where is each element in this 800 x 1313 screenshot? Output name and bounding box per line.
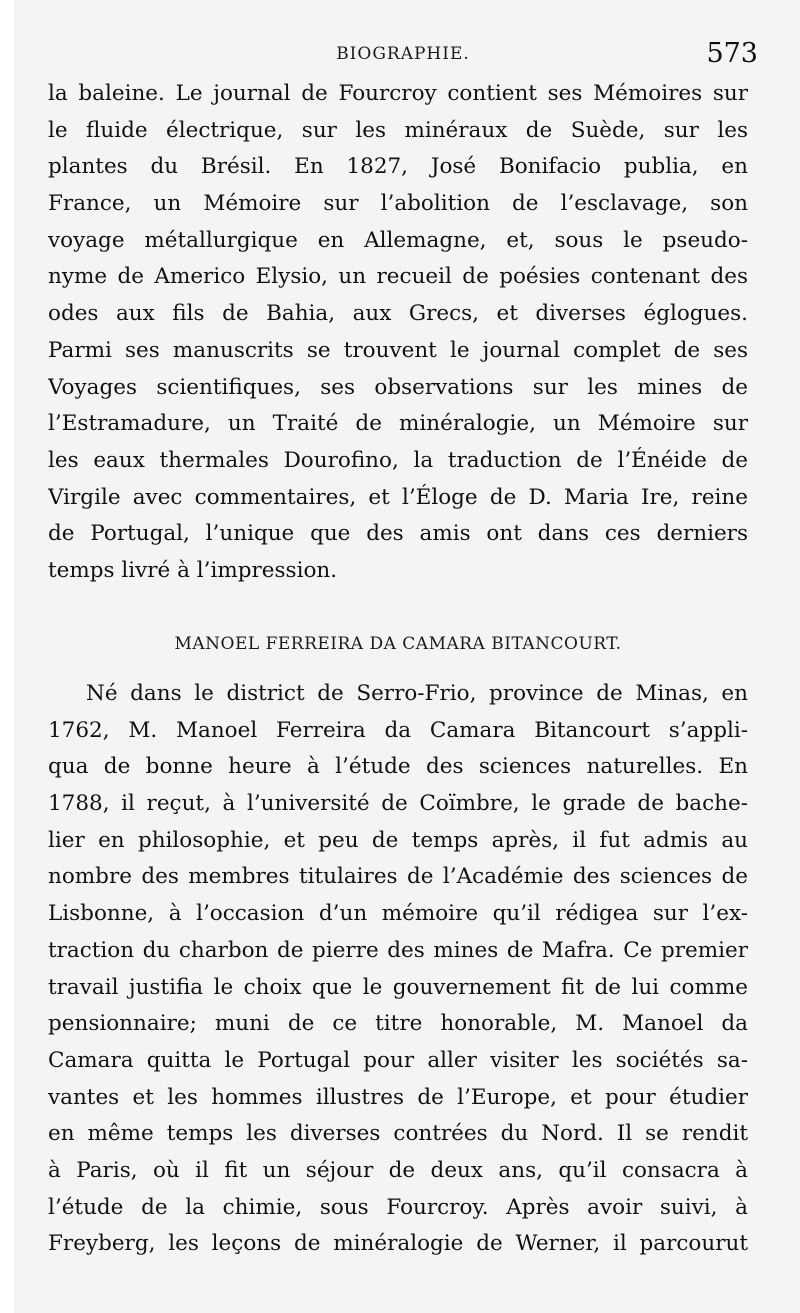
- text-line: vantes et les hommes illustres de l’Europe, et pour étudier: [48, 1084, 748, 1110]
- text-line: traction du charbon de pierre des mines de Mafra. Ce premier: [48, 937, 748, 963]
- text-line: Parmi ses manuscrits se trouvent le journal complet de ses: [48, 337, 748, 363]
- text-line: Virgile avec commentaires, et l’Éloge de D. Maria Ire, reine: [48, 484, 748, 510]
- running-title: BIOGRAPHIE.: [336, 44, 470, 64]
- text-line: pensionnaire; muni de ce titre honorable, M. Manoel da: [48, 1011, 748, 1037]
- text-line: temps livré à l’impression.: [48, 557, 338, 583]
- text-line: l’Estramadure, un Traité de minéralogie, un Mémoire sur: [48, 411, 748, 437]
- text-line: Voyages scientifiques, ses observations sur les mines de: [48, 374, 748, 400]
- text-line: 1788, il reçut, à l’université de Coïmbre, le grade de bache-: [48, 791, 748, 817]
- text-line: la baleine. Le journal de Fourcroy contient ses Mémoires sur: [48, 81, 748, 106]
- paragraph-jose-bonifacio: [48, 76, 748, 590]
- text-line: lier en philosophie, et peu de temps après, il fut admis au: [48, 827, 748, 853]
- page-number: 573: [706, 38, 758, 69]
- text-line: France, un Mémoire sur l’abolition de l’esclavage, son: [48, 191, 748, 217]
- text-line: Né dans le district de Serro-Frio, province de Minas, en: [86, 681, 748, 706]
- page-header: [48, 38, 758, 78]
- text-line: qua de bonne heure à l’étude des sciences naturelles. En: [48, 754, 748, 780]
- text-line: de Portugal, l’unique que des amis ont dans ces derniers: [48, 521, 748, 547]
- paragraph-manoel-ferreira: [48, 676, 748, 1263]
- text-line: 1762, M. Manoel Ferreira da Camara Bitancourt s’appli-: [48, 717, 748, 743]
- text-line: Freyberg, les leçons de minéralogie de Werner, il parcourut: [48, 1231, 748, 1257]
- text-line: Camara quitta le Portugal pour aller visiter les sociétés sa-: [48, 1047, 748, 1073]
- text-line: à Paris, où il fit un séjour de deux ans, qu’il consacra à: [48, 1157, 748, 1183]
- text-line: travail justifia le choix que le gouvernement fit de lui comme: [48, 974, 748, 1000]
- section-heading: MANOEL FERREIRA DA CAMARA BITANCOURT.: [174, 634, 622, 654]
- text-line: voyage métallurgique en Allemagne, et, sous le pseudo-: [48, 227, 748, 253]
- text-line: nyme de Americo Elysio, un recueil de poésies contenant des: [48, 264, 748, 290]
- text-line: en même temps les diverses contrées du Nord. Il se rendit: [48, 1121, 748, 1147]
- text-line: les eaux thermales Dourofino, la traduction de l’Énéide de: [48, 447, 748, 473]
- text-line: l’étude de la chimie, sous Fourcroy. Après avoir suivi, à: [48, 1194, 748, 1220]
- text-line: le fluide électrique, sur les minéraux de Suède, sur les: [48, 117, 748, 143]
- text-line: odes aux fils de Bahia, aux Grecs, et diverses églogues.: [48, 301, 748, 327]
- text-line: plantes du Brésil. En 1827, José Bonifacio publia, en: [48, 154, 748, 180]
- text-line: nombre des membres titulaires de l’Académie des sciences de: [48, 864, 748, 890]
- text-line: Lisbonne, à l’occasion d’un mémoire qu’il rédigea sur l’ex-: [48, 901, 748, 927]
